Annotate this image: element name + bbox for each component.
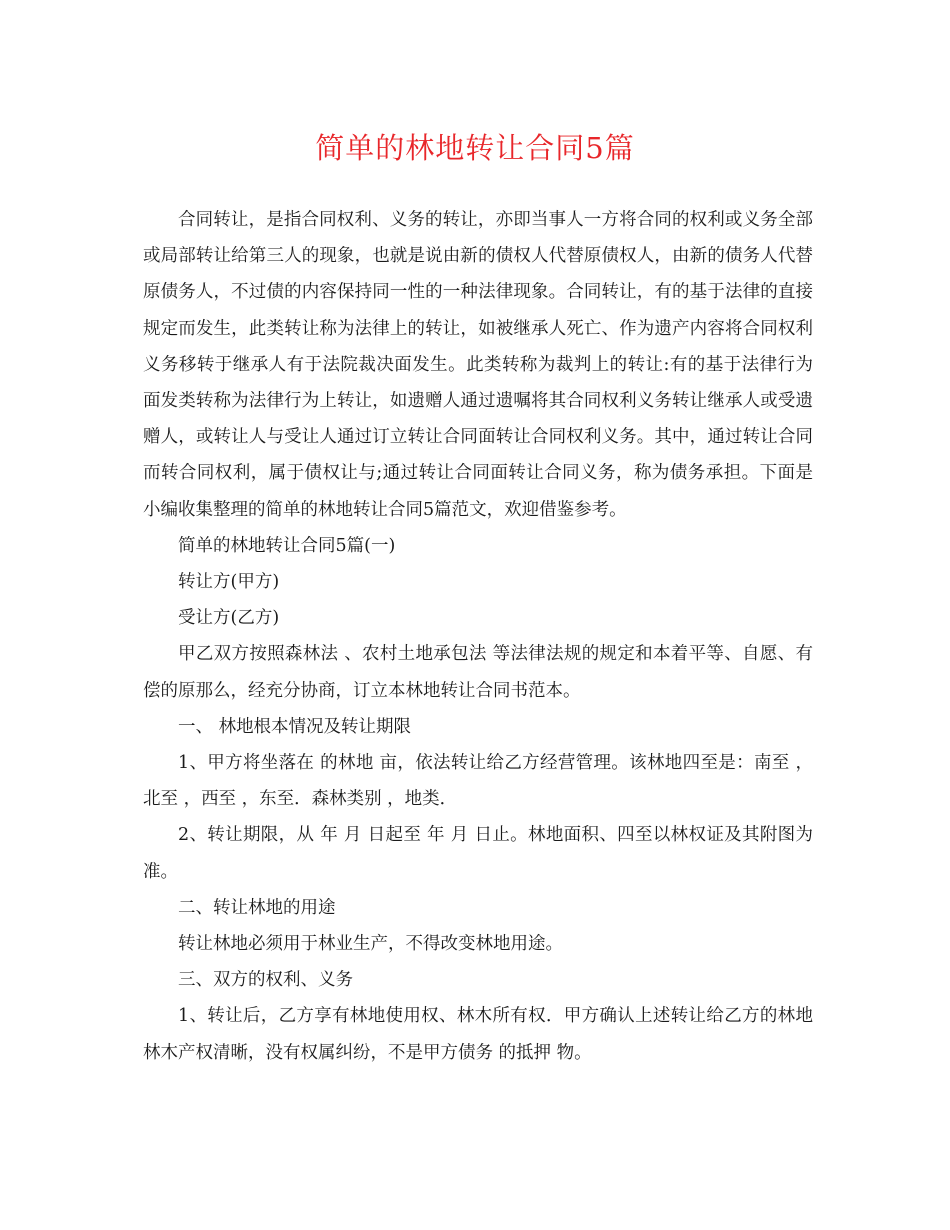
paragraph-transferor: 转让方(甲方) [178, 572, 280, 593]
paragraph-clause-1-2: 2、转让期限，从 年 月 日起至 年 月 日止。林地面积、四至以林权证及其附图为准。 [143, 825, 813, 882]
paragraph-clause-3-1: 1、转让后，乙方享有林地使用权、林木所有权．甲方确认上述转让给乙方的林地林木产权清晰，没有权属纠纷，不是甲方债务 的抵押 物。 [143, 1006, 813, 1063]
paragraph-transferee: 受让方(乙方) [178, 608, 280, 629]
document-body [143, 202, 813, 1071]
document-title: 简单的林地转让合同5篇 [315, 131, 635, 165]
paragraph-clause-2-body: 转让林地必须用于林业生产，不得改变林地用途。 [178, 934, 563, 955]
paragraph-clause-1-heading: 一、 林地根本情况及转让期限 [178, 716, 412, 737]
paragraph-clause-2-heading: 二、转让林地的用途 [178, 897, 336, 918]
paragraph-clause-1-1: 1、甲方将坐落在 的林地 亩，依法转让给乙方经营管理。该林地四至是：南至 ，北至 ，西至 ，东至．森林类别 ，地类． [143, 753, 813, 810]
paragraph-agreement: 甲乙双方按照森林法 、农村土地承包法 等法律法规的规定和本着平等、自愿、有偿的原那么，经充分协商，订立本林地转让合同书范本。 [143, 644, 813, 701]
paragraph-section-heading: 简单的林地转让合同5篇(一) [178, 535, 396, 556]
paragraph-intro: 合同转让，是指合同权利、义务的转让，亦即当事人一方将合同的权利或义务全部或局部转让给第三人的现象，也就是说由新的债权人代替原债权人，由新的债务人代替原债务人，不过债的内容保持同一性的一种法律现象。合同转让，有的基于法律的直接规定而发生，此类转让称为法律上的转让，如被继承人死亡、作为遗产内容将合同权利义务移转于继承人有于法院裁决面发生。此类转称为裁判上的转让:有的基于法律行为面发类转称为法律行为上转让，如遗赠人通过遗嘱将其合同权利义务转让继承人或受遗赠人，或转让人与受让人通过订立转让合同面转让合同权利义务。其中，通过转让合同而转合同权利，属于债权让与;通过转让合同面转让合同义务，称为债务承担。下面是小编收集整理的简单的林地转让合同5篇范文，欢迎借鉴参考。 [143, 210, 813, 520]
paragraph-clause-3-heading: 三、双方的权利、义务 [178, 970, 353, 991]
